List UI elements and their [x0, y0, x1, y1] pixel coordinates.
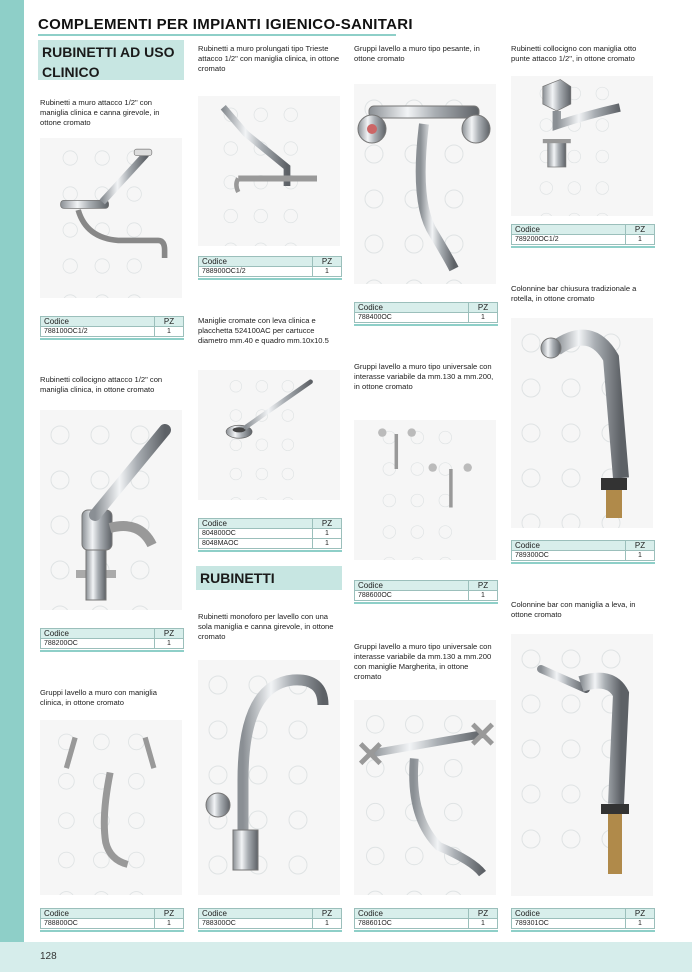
table-underline	[198, 930, 342, 932]
product-description: Rubinetti collocigno con maniglia otto punte attacco 1/2", in ottone cromato	[511, 44, 637, 63]
pz-header: PZ	[469, 581, 498, 591]
product-image	[198, 370, 340, 500]
table-row	[41, 919, 184, 929]
product-image	[511, 634, 653, 896]
product-qty: 1	[469, 591, 498, 601]
product-code-table	[354, 302, 498, 323]
codice-header: Codice	[512, 541, 626, 551]
product-qty: 1	[469, 919, 498, 929]
codice-header: Codice	[355, 909, 469, 919]
product-image	[40, 138, 182, 298]
table-row	[512, 551, 655, 561]
table-row	[199, 539, 342, 549]
product-code-table	[511, 540, 655, 561]
product-qty: 1	[155, 639, 184, 649]
product-code-table	[198, 518, 342, 549]
page-number: 128	[40, 951, 57, 962]
pz-header: PZ	[469, 909, 498, 919]
table-underline	[511, 246, 655, 248]
product-description: Gruppi lavello a muro con maniglia clinica, in ottone cromato	[40, 688, 157, 707]
product-image	[354, 700, 496, 895]
product-code: 788600OC	[355, 591, 469, 601]
table-row	[199, 529, 342, 539]
table-row	[199, 267, 342, 277]
pz-header: PZ	[626, 909, 655, 919]
codice-header: Codice	[199, 519, 313, 529]
product-code-table	[198, 256, 342, 277]
section-header-rubinetti: RUBINETTI	[196, 566, 342, 590]
product-qty: 1	[313, 539, 342, 549]
product-qty: 1	[626, 235, 655, 245]
product-image	[511, 318, 653, 528]
product-code: 788200OC	[41, 639, 155, 649]
table-underline	[40, 338, 184, 340]
product-description: Rubinetti monoforo per lavello con una sola maniglia e canna girevole, in ottone cromato	[198, 612, 334, 641]
product-description: Gruppi lavello a muro tipo universale con interasse variabile da mm.130 a mm.200 con maniglie Margherita, in ottone cromato	[354, 642, 492, 681]
pz-header: PZ	[313, 519, 342, 529]
product-qty: 1	[313, 919, 342, 929]
product-code-table	[511, 224, 655, 245]
product-description: Gruppi lavello a muro tipo pesante, in ottone cromato	[354, 44, 480, 63]
product-description: Colonnine bar con maniglia a leva, in ottone cromato	[511, 600, 636, 619]
title-underline	[38, 34, 396, 36]
product-description: Maniglie cromate con leva clinica e placchetta 524100AC per cartucce diametro mm.40 e quadro mm.10x10.5	[198, 316, 329, 345]
table-underline	[198, 278, 342, 280]
table-underline	[511, 930, 655, 932]
product-code: 789200OC1/2	[512, 235, 626, 245]
footer-band	[0, 942, 692, 972]
codice-header: Codice	[512, 225, 626, 235]
table-underline	[511, 562, 655, 564]
product-code-table	[40, 908, 184, 929]
product-code-table	[354, 580, 498, 601]
product-description: Rubinetti collocigno attacco 1/2" con maniglia clinica, in ottone cromato	[40, 375, 163, 394]
pz-header: PZ	[313, 257, 342, 267]
table-row	[355, 313, 498, 323]
product-image	[40, 410, 182, 610]
codice-header: Codice	[199, 257, 313, 267]
pz-header: PZ	[155, 909, 184, 919]
codice-header: Codice	[41, 629, 155, 639]
pz-header: PZ	[313, 909, 342, 919]
codice-header: Codice	[199, 909, 313, 919]
page-title: COMPLEMENTI PER IMPIANTI IGIENICO-SANITARI	[38, 16, 413, 33]
product-code: 788400OC	[355, 313, 469, 323]
product-description: Rubinetti a muro prolungati tipo Trieste attacco 1/2" con maniglia clinica, in ottone cromato	[198, 44, 340, 73]
product-code: 788601OC	[355, 919, 469, 929]
product-code-table	[198, 908, 342, 929]
section-header-clinico: RUBINETTI AD USO CLINICO	[38, 40, 184, 80]
product-code-table	[511, 908, 655, 929]
product-description: Gruppi lavello a muro tipo universale con interasse variabile da mm.130 a mm.200, in ottone cromato	[354, 362, 494, 391]
table-underline	[354, 324, 498, 326]
table-underline	[40, 650, 184, 652]
table-row	[41, 639, 184, 649]
product-image	[354, 420, 496, 560]
product-description: Colonnine bar chiusura tradizionale a rotella, in ottone cromato	[511, 284, 637, 303]
product-code: 788300OC	[199, 919, 313, 929]
product-qty: 1	[626, 551, 655, 561]
product-code: 789300OC	[512, 551, 626, 561]
table-row	[355, 591, 498, 601]
product-qty: 1	[469, 313, 498, 323]
product-code-table	[354, 908, 498, 929]
product-description: Rubinetti a muro attacco 1/2" con maniglia clinica e canna girevole, in ottone cromato	[40, 98, 160, 127]
product-image	[198, 96, 340, 246]
product-qty: 1	[155, 327, 184, 337]
codice-header: Codice	[41, 909, 155, 919]
table-underline	[354, 930, 498, 932]
product-qty: 1	[313, 529, 342, 539]
table-row	[512, 235, 655, 245]
pz-header: PZ	[155, 629, 184, 639]
table-row	[512, 919, 655, 929]
table-row	[41, 327, 184, 337]
codice-header: Codice	[355, 581, 469, 591]
product-code: 789301OC	[512, 919, 626, 929]
product-image	[511, 76, 653, 216]
pz-header: PZ	[626, 541, 655, 551]
codice-header: Codice	[355, 303, 469, 313]
codice-header: Codice	[41, 317, 155, 327]
product-code: 788800OC	[41, 919, 155, 929]
table-row	[199, 919, 342, 929]
left-accent-bar	[0, 0, 24, 972]
table-underline	[198, 550, 342, 552]
product-image	[40, 720, 182, 895]
product-image	[354, 84, 496, 284]
pz-header: PZ	[626, 225, 655, 235]
product-qty: 1	[313, 267, 342, 277]
product-code-table	[40, 628, 184, 649]
pz-header: PZ	[469, 303, 498, 313]
table-row	[355, 919, 498, 929]
product-qty: 1	[155, 919, 184, 929]
product-code: 804800OC	[199, 529, 313, 539]
product-image	[198, 660, 340, 895]
product-code-table	[40, 316, 184, 337]
pz-header: PZ	[155, 317, 184, 327]
table-underline	[40, 930, 184, 932]
product-code: 788100OC1/2	[41, 327, 155, 337]
product-qty: 1	[626, 919, 655, 929]
product-code: 788900OC1/2	[199, 267, 313, 277]
table-underline	[354, 602, 498, 604]
codice-header: Codice	[512, 909, 626, 919]
product-code: 8048MAOC	[199, 539, 313, 549]
